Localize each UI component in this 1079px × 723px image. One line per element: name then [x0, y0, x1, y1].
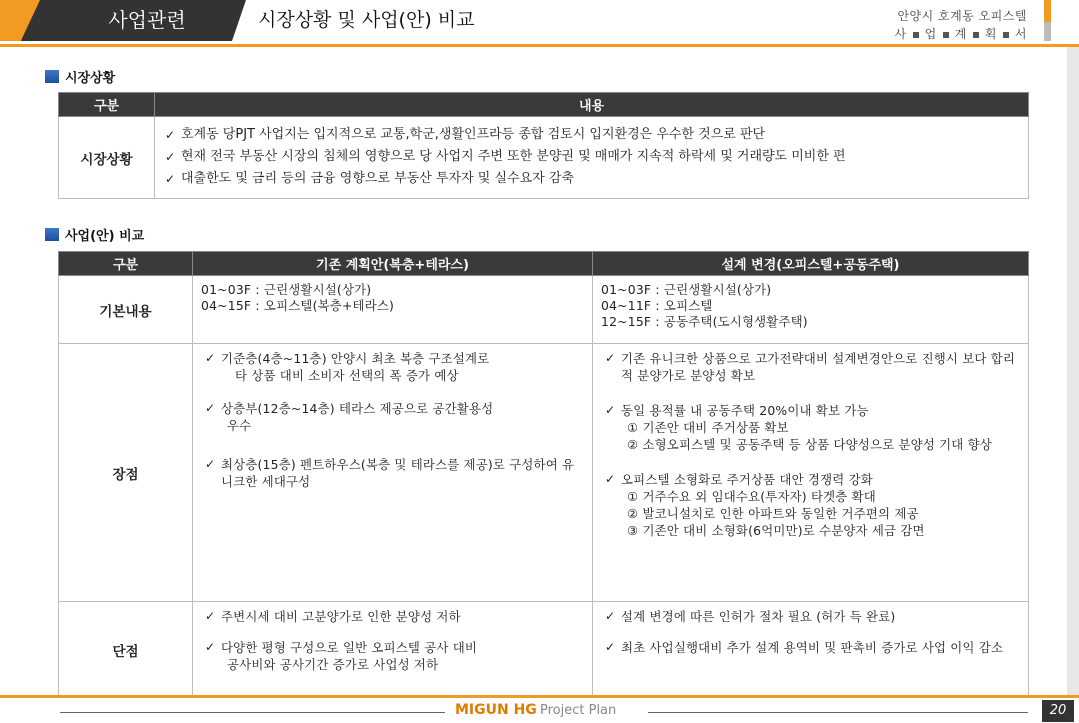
item-sub: 타 상품 대비 소비자 선택의 폭 증가 예상 — [235, 368, 459, 383]
list-item: ✓ 대출한도 및 금리 등의 금융 영향으로 부동산 투자자 및 실수요자 감축 — [161, 168, 1022, 190]
footer-subtitle: Project Plan — [540, 703, 617, 718]
doc-char: 사 — [894, 27, 907, 41]
basic-changed — [593, 276, 1029, 344]
row-label: 단점 — [59, 602, 193, 698]
list-item — [601, 471, 1020, 539]
item-sub: ① 거주수요 외 임대수요(투자자) 타겟층 확대 — [627, 489, 876, 504]
header-bar-orange — [1044, 0, 1051, 22]
cons-existing — [193, 602, 593, 698]
section-title-text: 시장상황 — [65, 71, 116, 86]
item-text: 기준층(4층~11층) 안양시 최초 복층 구조설계로 — [221, 351, 490, 366]
header-bar-gray — [1044, 22, 1051, 41]
item-text: 동일 용적률 내 공동주택 20%이내 확보 가능 — [621, 403, 869, 418]
list-item — [201, 350, 584, 384]
section-title-text: 사업(안) 비교 — [65, 229, 145, 244]
row-label: 장점 — [59, 344, 193, 602]
page-header — [0, 0, 1079, 46]
business-table — [58, 251, 1029, 698]
item-sub: 우수 — [227, 418, 252, 433]
floor-line: 01~03F : 근린생활시설(상가) — [601, 282, 772, 297]
header-section: 사업관련 — [108, 8, 186, 32]
doc-type — [895, 25, 1027, 42]
square-bullet-icon — [45, 70, 59, 83]
bullet-icon — [913, 32, 919, 38]
list-item: ✓ 현재 전국 부동산 시장의 침체의 영향으로 당 사업지 주변 또한 분양권 및 매매가 지속적 하락세 및 거래량도 미비한 편 — [161, 146, 1022, 168]
list-item — [601, 608, 1020, 625]
item-sub: ② 발코니설치로 인한 아파트와 동일한 거주편의 제공 — [627, 506, 919, 521]
page-title: 시장상황 및 사업(안) 비교 — [258, 9, 475, 31]
item-text: 오피스텔 소형화로 주거상품 대안 경쟁력 강화 — [621, 472, 873, 487]
bullet-icon — [1003, 32, 1009, 38]
item-text: 주변시세 대비 고분양가로 인한 분양성 저하 — [221, 609, 461, 624]
item-text: 최초 사업실행대비 추가 설계 용역비 및 판촉비 증가로 사업 이익 감소 — [621, 640, 1004, 655]
col-header: 구분 — [59, 252, 193, 276]
list-item — [201, 456, 584, 490]
table-row — [59, 344, 1029, 602]
doc-char: 계 — [954, 27, 967, 41]
floor-line: 12~15F : 공동주택(도시형생활주택) — [601, 314, 808, 329]
item-text: 상층부(12층~14층) 테라스 제공으로 공간활용성 — [221, 401, 494, 416]
footer-brand: MIGUN HG — [455, 702, 537, 718]
table-row — [59, 602, 1029, 698]
basic-existing — [193, 276, 593, 344]
list-item — [201, 400, 584, 434]
footer-rule-right — [648, 712, 1028, 713]
list-item — [601, 402, 1020, 453]
floor-line: 04~11F : 오피스텔 — [601, 298, 713, 313]
table-header-row — [59, 93, 1029, 117]
item-text: 최상층(15층) 펜트하우스(복층 및 테라스를 제공)로 구성하여 유니크한 세대구성 — [221, 457, 575, 489]
table-header-row — [59, 252, 1029, 276]
item-text: 기존 유니크한 상품으로 고가전략대비 설계변경안으로 진행시 보다 합리적 분양가로 분양성 확보 — [621, 351, 1016, 383]
floor-line: 04~15F : 오피스텔(복층+테라스) — [201, 298, 395, 313]
section-title-business — [45, 225, 144, 244]
bullet-icon — [943, 32, 949, 38]
doc-char: 업 — [924, 27, 937, 41]
row-label: 기본내용 — [59, 276, 193, 344]
table-row — [59, 276, 1029, 344]
doc-char: 획 — [984, 27, 997, 41]
footer-accent-strip — [0, 695, 1079, 698]
list-item — [601, 350, 1020, 384]
item-text: 설계 변경에 따른 인허가 절차 필요 (허가 득 완료) — [621, 609, 896, 624]
header-project — [895, 7, 1027, 42]
side-strip — [1067, 47, 1079, 697]
col-header: 내용 — [155, 93, 1029, 117]
square-bullet-icon — [45, 228, 59, 241]
doc-char: 서 — [1014, 27, 1027, 41]
floor-line: 01~03F : 근린생활시설(상가) — [201, 282, 372, 297]
project-name: 안양시 호계동 오피스텔 — [897, 9, 1027, 23]
page-number: 20 — [1042, 700, 1074, 722]
market-content — [155, 117, 1029, 199]
item-sub: ① 기존안 대비 주거상품 확보 — [627, 420, 789, 435]
cons-changed — [593, 602, 1029, 698]
col-header: 설계 변경(오피스텔+공동주택) — [593, 252, 1029, 276]
footer-rule-left — [60, 712, 445, 713]
item-sub: ② 소형오피스텔 및 공동주택 등 상품 다양성으로 분양성 기대 향상 — [627, 437, 992, 452]
list-item: ✓ 호계동 당PJT 사업지는 입지적으로 교통,학군,생활인프라등 종합 검토시 입지환경은 우수한 것으로 판단 — [161, 124, 1022, 146]
pros-existing — [193, 344, 593, 602]
bullet-icon — [973, 32, 979, 38]
col-header: 기존 계획안(복층+테라스) — [193, 252, 593, 276]
item-sub: ③ 기존안 대비 소형화(6억미만)로 수분양자 세금 감면 — [627, 523, 925, 538]
item-text: 다양한 평형 구성으로 일반 오피스텔 공사 대비 — [221, 640, 478, 655]
row-label: 시장상황 — [59, 117, 155, 199]
col-header: 구분 — [59, 93, 155, 117]
table-row — [59, 117, 1029, 199]
section-title-market — [45, 67, 115, 86]
item-sub: 공사비와 공사기간 증가로 사업성 저하 — [227, 657, 439, 672]
list-item — [201, 608, 584, 625]
list-item — [201, 639, 584, 673]
pros-changed — [593, 344, 1029, 602]
list-item — [601, 639, 1020, 656]
market-table — [58, 92, 1029, 199]
header-underline — [0, 44, 1079, 47]
